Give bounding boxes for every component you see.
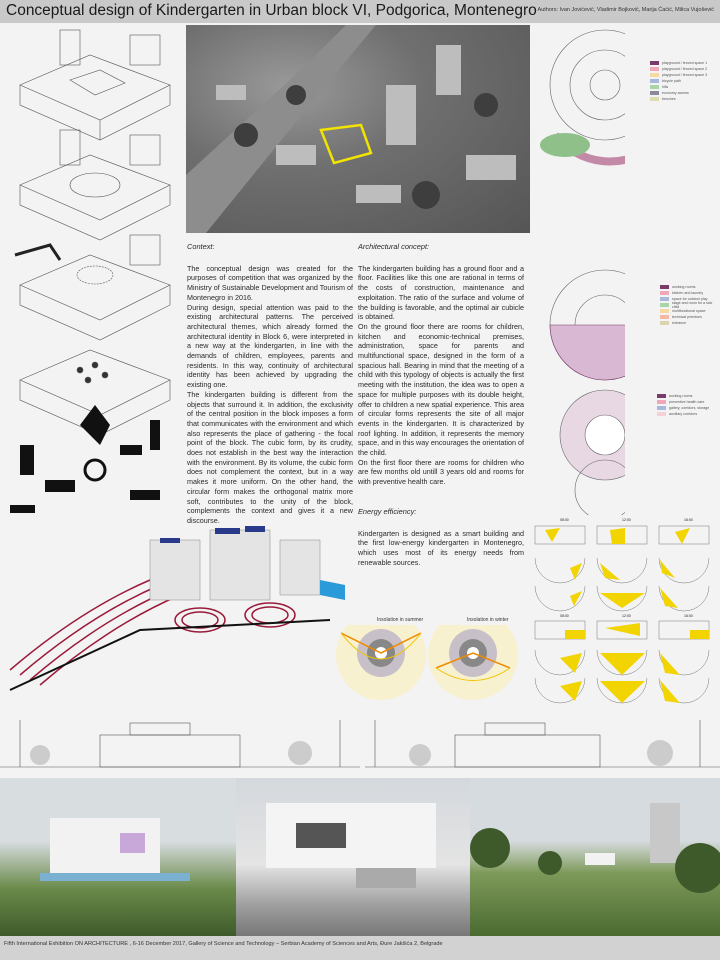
legend-swatch xyxy=(660,285,669,289)
insolation-winter xyxy=(428,625,518,700)
legend-swatch xyxy=(650,91,659,95)
site-marker xyxy=(321,125,371,163)
aerial-photo xyxy=(186,25,530,233)
render-1 xyxy=(0,778,236,936)
legend-label: playground / fenced space 2 xyxy=(662,67,708,71)
render-2 xyxy=(236,778,470,936)
context-heading: Context: xyxy=(187,242,215,251)
legend-label: auxiliary corridors xyxy=(669,412,698,416)
floor-plans xyxy=(535,25,625,515)
legend-swatch xyxy=(657,394,666,398)
time-label: 16:00 xyxy=(684,518,693,522)
legend-swatch xyxy=(650,97,659,101)
time-label: 08:00 xyxy=(560,518,569,522)
legend-swatch xyxy=(650,85,659,89)
insolation-sections-grid xyxy=(530,518,720,705)
legend-label: gallery, corridors, storage xyxy=(669,406,710,410)
context-paragraph: The conceptual design was created for the purposes of competition that was organized by the Ministry of Sustainable Development and Tourism of Montenegro in 2016. xyxy=(187,263,353,302)
energy-heading: Energy efficiency: xyxy=(358,506,417,516)
legend-swatch xyxy=(650,73,659,77)
energy-paragraph: Kindergarten is designed as a smart building and the first low-energy kindergarten in Montenegro, which uses most of its energy needs from renewable sources. xyxy=(358,528,524,567)
context-section xyxy=(187,242,353,526)
legend-label: technical premises xyxy=(672,315,702,319)
legend-label: entrance xyxy=(672,321,686,325)
site-plan xyxy=(10,405,160,513)
legend-item xyxy=(660,320,720,326)
legend-swatch xyxy=(660,321,669,325)
legend-label: space for outdoor play xyxy=(672,297,708,301)
site-legend xyxy=(650,60,707,102)
context-paragraph: The kindergarten building is different from the objects that surround it. In addition, the exclusivity of the central position in the block imposes a form that communicates with the environment and which also represents the place of gathering - the focal point of the block. The cubic form, by its crudity, does not establish in the best way the interaction with the environment. By its volume, the cubic form does not complement the context, but in a way makes it more uniform. On the other hand, the circular form makes the orthogonal matrix more soft, contributes to the unity of the block, complements the context and gives it a new discourse. xyxy=(187,389,353,525)
legend-swatch xyxy=(650,61,659,65)
authors: Authors: Ivan Jovićević, Vladimir Bojković, Marija Ćaćić, Milica Vujošević xyxy=(537,7,714,13)
legend-swatch xyxy=(660,309,669,313)
legend-swatch xyxy=(657,406,666,410)
green-area xyxy=(540,133,590,157)
render-3 xyxy=(470,778,720,936)
footer-text: Fifth International Exhibition ON ARCHITECTURE , 6-16 December 2017, Gallery of Science and Technology – Serbian Academy of Sciences and Arts, Đure Jakšića 2, Belgrade xyxy=(4,941,443,947)
legend-label: playground / fenced space 3 xyxy=(662,73,708,77)
time-label: 08:00 xyxy=(560,614,569,618)
insolation-summer-label: Insolation in summer xyxy=(377,617,424,623)
legend-label: working rooms xyxy=(672,285,696,289)
first-floor-legend xyxy=(657,393,709,417)
context-paragraph: During design, special attention was paid to the existing architectural patterns. The perceived architectural themes, which already formed the architectural identity in Block 6, were interpreted in a new way at the kindergarten, in line with the demands of children, employees, parents and residents. In this way, continuity of architectural identity has been achieved by upgrading the existing one. xyxy=(187,302,353,390)
legend-label: playground / fenced space 1 xyxy=(662,61,708,65)
legend-swatch xyxy=(660,303,669,307)
legend-item xyxy=(650,96,707,102)
legend-label: hills xyxy=(662,85,669,89)
render-2-image xyxy=(236,778,470,936)
insolation-summer xyxy=(336,625,426,700)
legend-swatch xyxy=(657,400,666,404)
legend-label: economy access xyxy=(662,91,689,95)
water-tank xyxy=(320,580,345,600)
time-label: 16:00 xyxy=(684,614,693,618)
time-label: 12:00 xyxy=(622,518,631,522)
insolation-diagrams xyxy=(333,625,529,705)
elevations xyxy=(0,705,720,775)
footer-bar xyxy=(0,936,720,960)
aerial-photo-image xyxy=(186,25,530,233)
legend-label: working rooms xyxy=(669,394,693,398)
legend-label: preventive health care xyxy=(669,400,705,404)
sections-graphic xyxy=(530,518,720,705)
diagram-step-3 xyxy=(15,235,170,340)
diagram-step-2 xyxy=(20,130,170,240)
legend-swatch xyxy=(650,79,659,83)
concept-heading: Architectural concept: xyxy=(358,242,430,251)
legend-swatch xyxy=(660,291,669,295)
diagram-step-1 xyxy=(20,30,170,140)
render-1-image xyxy=(0,778,236,936)
concept-paragraph: On the ground floor there are rooms for children, kitchen and economic-technical premises, administration, space for parents and multifunctional space, designed in the form of a spacious hall. Bearing in mind that the meeting of a child with this typology of objects is actually the first meeting with the institution, the idea was to open a space for multiple purposes with its double height, offer to children a new spatial experience. This area of circular forms represents the site of all major events in the kindergarten. It is characterized by roof lighting. In addition, it represents the memory space, and in this way encourages the orientation of the child. xyxy=(358,321,524,458)
insolation-winter-label: Insolation in winter xyxy=(467,617,509,623)
concept-section xyxy=(358,242,524,567)
energy-isometric-diagram xyxy=(0,520,350,705)
legend-swatch xyxy=(660,315,669,319)
legend-item xyxy=(657,411,709,417)
legend-label: kitchen and laundry xyxy=(672,291,704,295)
time-label: 12:00 xyxy=(622,614,631,618)
legend-label: stage and room for a sick child xyxy=(671,301,713,309)
legend-label: bicycle path xyxy=(662,79,681,83)
legend-swatch xyxy=(660,297,669,301)
concept-diagrams xyxy=(0,25,182,515)
ground-floor-legend xyxy=(660,284,720,326)
legend-swatch xyxy=(650,67,659,71)
concept-paragraph: On the first floor there are rooms for children who are few months old untill 3 years old and rooms for with preventive health care. xyxy=(358,457,524,487)
render-3-image xyxy=(470,778,720,936)
poster-title: Conceptual design of Kindergarten in Urban block VI, Podgorica, Montenegro xyxy=(6,2,537,19)
header-bar xyxy=(0,0,720,23)
legend-swatch xyxy=(657,412,666,416)
legend-label: multifunctional space xyxy=(672,309,706,313)
legend-label: benches xyxy=(662,97,676,101)
concept-paragraph: The kindergarten building has a ground floor and a floor. Facilities like this one are rational in terms of the costs of construction, maintenance and exploitation. The ratio of the surface and volume of the building is favorable, and the optimal air cubicle is obtained. xyxy=(358,263,524,322)
